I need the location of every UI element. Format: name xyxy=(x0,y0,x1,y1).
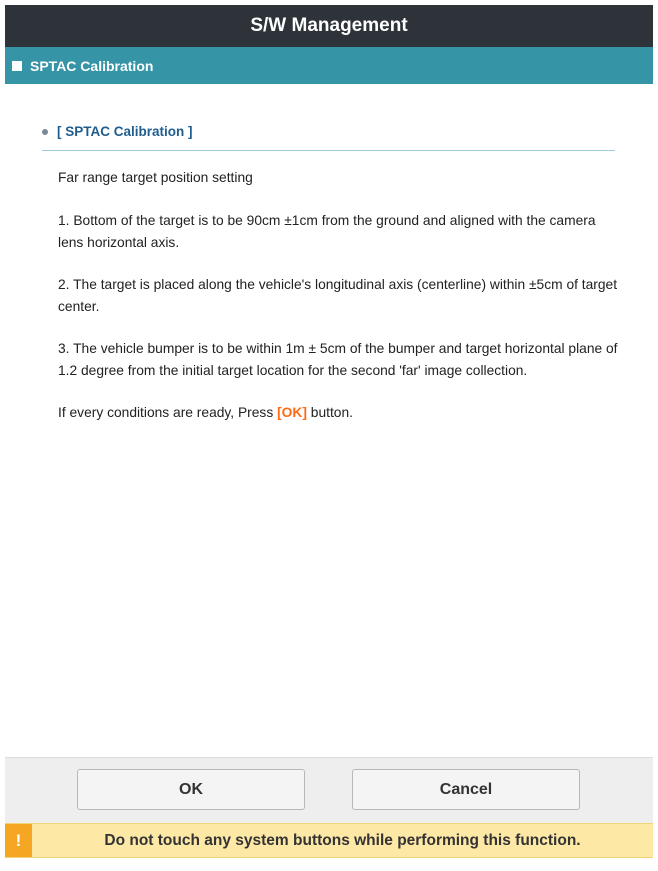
dialog-window xyxy=(5,5,653,861)
instruction-step-2: 2. The target is placed along the vehicle's longitudinal axis (centerline) within ±5cm of target center. xyxy=(58,277,618,314)
window-title-bar xyxy=(5,5,653,47)
bullet-icon xyxy=(42,129,48,135)
content-area xyxy=(5,84,653,757)
subheader-title: SPTAC Calibration xyxy=(30,57,154,74)
section-header xyxy=(42,122,615,151)
prompt-text-after: button. xyxy=(306,405,353,420)
instructions-prompt xyxy=(58,402,618,424)
prompt-text-before: If every conditions are ready, Press xyxy=(58,405,278,420)
ok-button[interactable]: OK xyxy=(77,769,305,810)
instruction-step-3: 3. The vehicle bumper is to be within 1m ± 5cm of the bumper and target horizontal plane of 1.2 degree from the initial target location for the second 'far' image collection. xyxy=(58,341,618,378)
cancel-button[interactable]: Cancel xyxy=(352,769,580,810)
square-icon xyxy=(12,61,22,71)
warning-icon: ! xyxy=(5,824,32,857)
section-title: [ SPTAC Calibration ] xyxy=(57,124,193,139)
instruction-step-1: 1. Bottom of the target is to be 90cm ±1cm from the ground and aligned with the camera lens horizontal axis. xyxy=(58,213,596,250)
window-title: S/W Management xyxy=(250,15,408,36)
warning-bar xyxy=(5,823,653,858)
button-bar xyxy=(5,757,653,824)
instructions xyxy=(58,167,618,444)
warning-message: Do not touch any system buttons while performing this function. xyxy=(104,831,581,849)
subheader-bar xyxy=(5,47,653,84)
instructions-heading: Far range target position setting xyxy=(58,170,253,185)
prompt-ok-highlight: [OK] xyxy=(277,405,307,420)
